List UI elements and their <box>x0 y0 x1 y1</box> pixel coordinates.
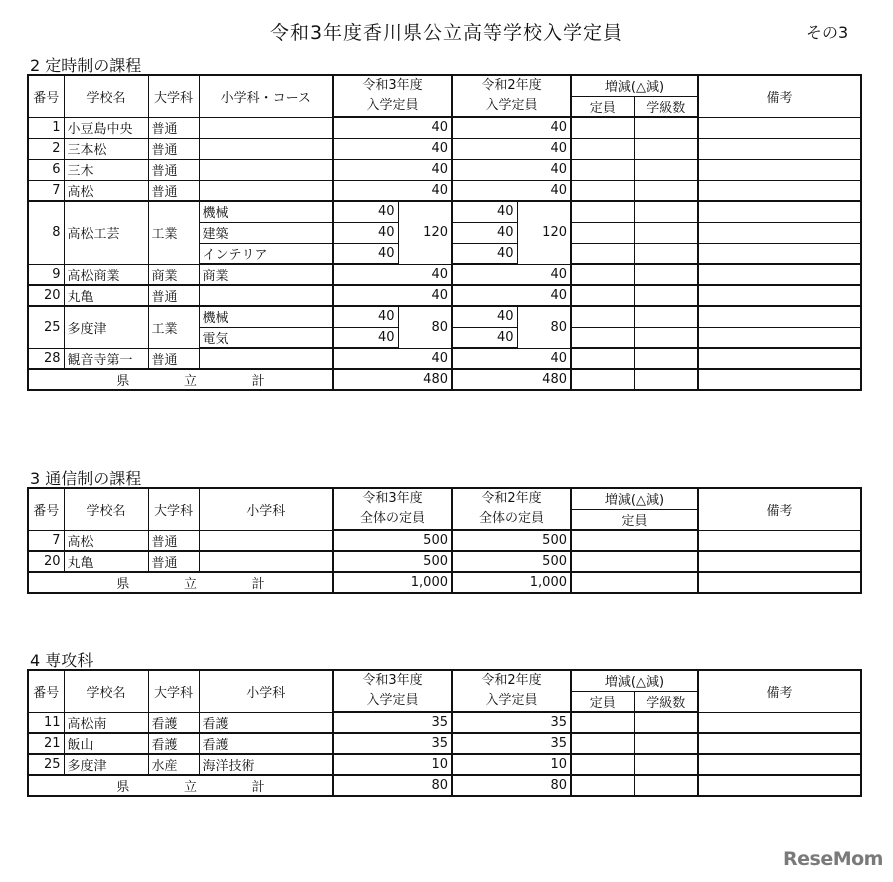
table-row: 28 観音寺第一 普通 40 40 <box>28 348 861 369</box>
table-row: 20 丸亀 普通 500 500 <box>28 551 861 572</box>
table-row: 11 高松南 看護 看護 35 35 <box>28 712 861 733</box>
table-row: 21 飯山 看護 看護 35 35 <box>28 733 861 754</box>
section-heading-advanced: 4 専攻科 <box>30 651 94 670</box>
header-change-classes: 学級数 <box>634 96 698 117</box>
table-advanced: 番号 学校名 大学科 小学科 令和3年度 令和2年度 増減(△減) 備考 入学定員 入学定員 定員 学級数 11 高松南 看護 看護 35 35 21 飯山 看護 看護 35 35 25 多度津 水産 海洋技術 10 10 県 立 計 80 80 <box>27 669 862 797</box>
table-correspondence: 番号 学校名 大学科 小学科 令和3年度 令和2年度 増減(△減) 備考 全体の定員 全体の定員 定員 7 高松 普通 500 500 20 丸亀 普通 500 500 県 立 計 1,000 1,000 <box>27 487 862 594</box>
header-school: 学校名 <box>64 75 148 117</box>
table-row: 7 高松 普通 500 500 <box>28 530 861 551</box>
total-r2: 480 <box>452 369 571 390</box>
total-row: 県 立 計 80 80 <box>28 775 861 796</box>
total-row: 県 立 計 1,000 1,000 <box>28 572 861 593</box>
page-title: 令和3年度香川県公立高等学校入学定員 <box>269 22 624 44</box>
table-row: 6 三木 普通 40 40 <box>28 159 861 180</box>
table-row: 9 高松商業 商業 商業 40 40 <box>28 264 861 285</box>
header-r2: 令和2年度 <box>452 75 571 96</box>
section-heading-part-time: 2 定時制の課程 <box>30 56 142 75</box>
header-note: 備考 <box>698 75 861 117</box>
section-heading-correspondence: 3 通信制の課程 <box>30 469 142 488</box>
header-change: 増減(△減) <box>571 75 698 96</box>
header-change-cap: 定員 <box>571 96 634 117</box>
header-no: 番号 <box>28 75 64 117</box>
total-row: 県 立 計 480 480 <box>28 369 861 390</box>
header-r3: 令和3年度 <box>333 75 452 96</box>
table-row: 2 三本松 普通 40 40 <box>28 138 861 159</box>
resemom-logo: ReseMom <box>783 848 883 870</box>
table-part-time: 番号 学校名 大学科 小学科・コース 令和3年度 令和2年度 増減(△減) 備考 入学定員 入学定員 定員 学級数 1 小豆島中央 普通 40 40 2 三本松 普通 40 40 6 三木 普通 40 40 7 高松 普通 40 40 8 高松工芸 工業 機械 40 120 40 120 建築 40 40 インテリア 40 40 9 高松商業 商業 商業 40 40 20 丸亀 普通 40 40 25 多度津 工業 機械 40 80 40 80 電気 40 40 28 観音寺第一 普通 40 40 県 立 計 480 480 <box>27 74 862 391</box>
total-r3: 480 <box>333 369 452 390</box>
header-r2-cap: 入学定員 <box>452 96 571 117</box>
header-sub: 小学科・コース <box>199 75 333 117</box>
page-label: その3 <box>806 23 849 42</box>
table-row: 20 丸亀 普通 40 40 <box>28 285 861 306</box>
table-row: 25 多度津 水産 海洋技術 10 10 <box>28 754 861 775</box>
table-row: 7 高松 普通 40 40 <box>28 180 861 201</box>
table-row-tadotsu: 25 多度津 工業 機械 40 80 40 80 <box>28 306 861 327</box>
header-dept: 大学科 <box>148 75 199 117</box>
table-row: 1 小豆島中央 普通 40 40 <box>28 117 861 138</box>
table-row-kougei: 8 高松工芸 工業 機械 40 120 40 120 <box>28 201 861 222</box>
header-r3-cap: 入学定員 <box>333 96 452 117</box>
